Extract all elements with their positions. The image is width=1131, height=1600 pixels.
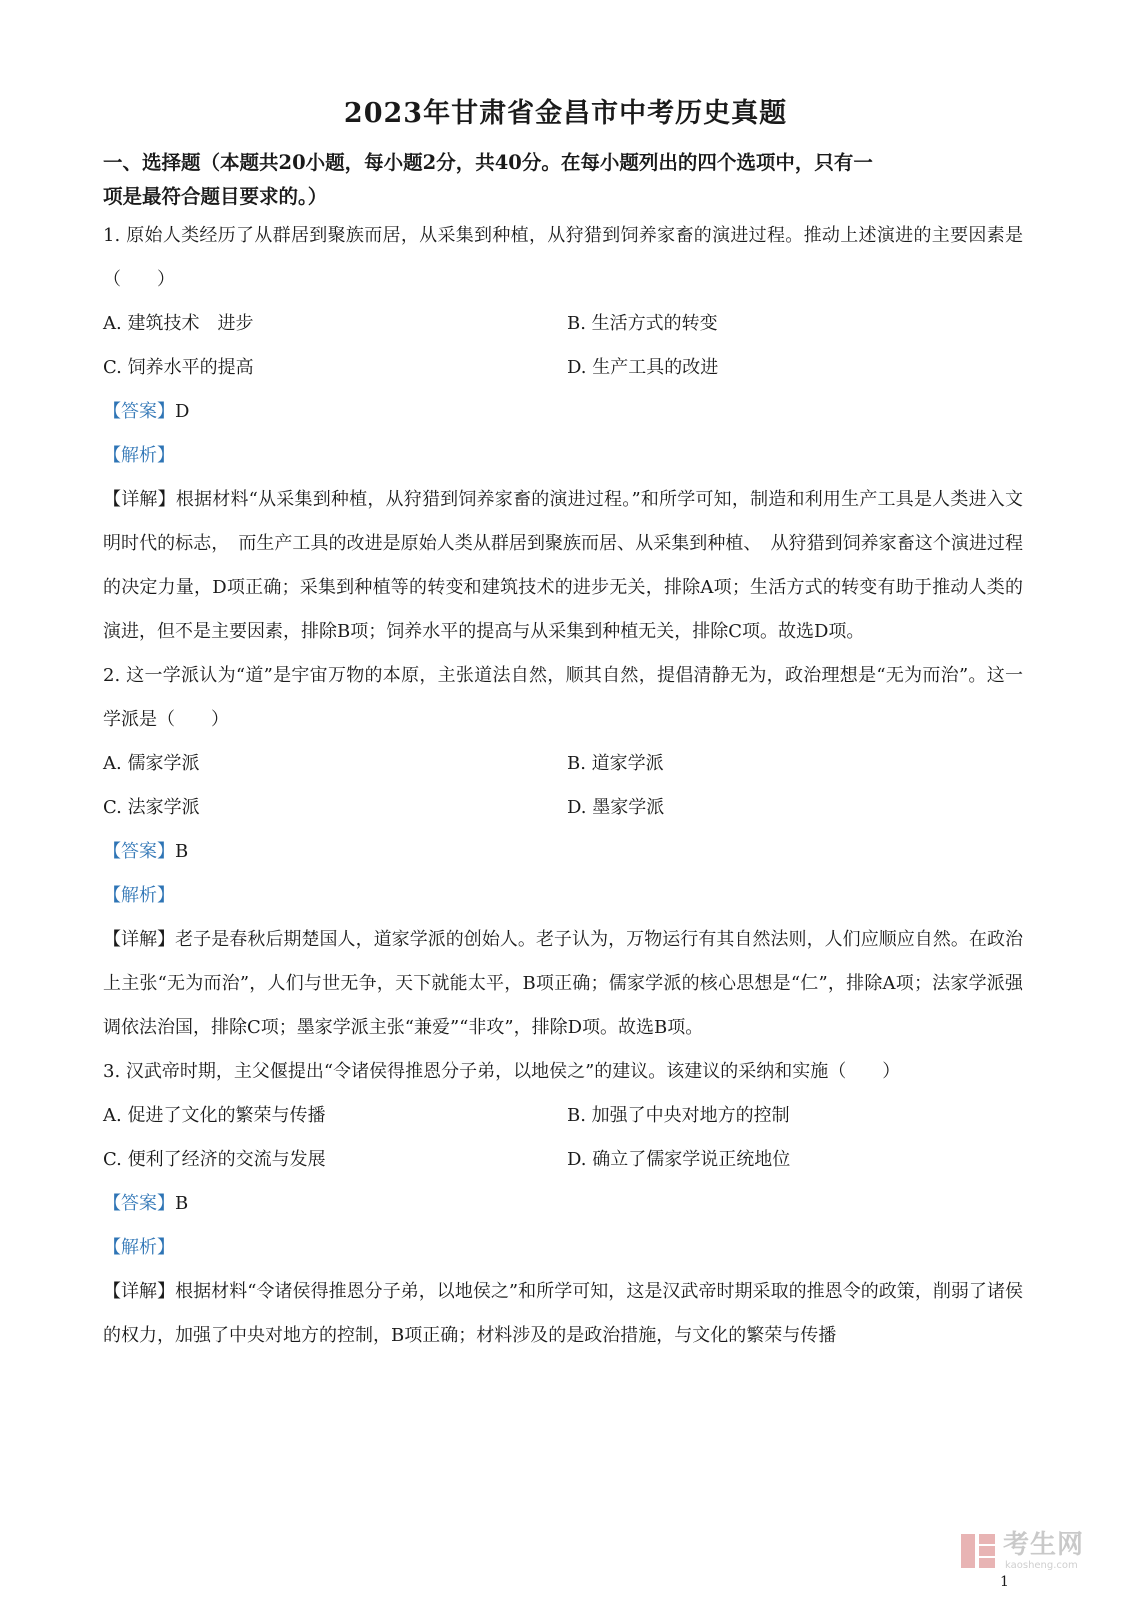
question-3-options-row-2 [103, 1138, 1023, 1182]
section-heading-line-1: 一、选择题（本题共20小题，每小题2分，共40分。在每小题列出的四个选项中，只有一 [103, 151, 873, 174]
section-heading [103, 146, 1023, 214]
question-2-option-b: B. 道家学派 [567, 753, 664, 774]
logo-url: kaosheng.com [1005, 1560, 1078, 1571]
section-heading-line-2: 项是最符合题目要求的。） [103, 185, 328, 208]
analysis-label: 【解析】 [103, 885, 175, 906]
question-1-option-a: A. 建筑技术 进步 [103, 313, 254, 334]
question-1-option-d: D. 生产工具的改进 [567, 357, 719, 378]
question-2-options-row-1 [103, 742, 1023, 786]
question-2-stem: 2. 这一学派认为“道”是宇宙万物的本原，主张道法自然，顺其自然，提倡清静无为，政治理想是“无为而治”。这一学派是（ ） [103, 665, 1023, 730]
question-1-detail [103, 478, 1023, 654]
page-title: 2023年甘肃省金昌市中考历史真题 [343, 98, 788, 129]
question-1-option-c: C. 饲养水平的提高 [103, 357, 254, 378]
detail-label: 【详解】 [103, 489, 176, 510]
question-3-option-d: D. 确立了儒家学说正统地位 [567, 1149, 791, 1170]
logo-text: 考生网 [1003, 1530, 1085, 1560]
question-1-options-row-1 [103, 302, 1023, 346]
answer-value: B [175, 1193, 189, 1214]
question-1-analysis [103, 434, 1023, 478]
logo-mark-icon [959, 1532, 997, 1570]
answer-value: B [175, 841, 189, 862]
question-3-answer [103, 1182, 1023, 1226]
page-number: 1 [1000, 1574, 1009, 1590]
analysis-label: 【解析】 [103, 1237, 175, 1258]
detail-text: 根据材料“从采集到种植，从狩猎到饲养家畜的演进过程。”和所学可知，制造和利用生产工具是人类进入文明时代的标志， 而生产工具的改进是原始人类从群居到聚族而居、从采集到种植、 从狩猎到饲养家畜这个演进过程的决定力量，D项正确；采集到种植等的转变和建筑技术的进步无关，排除A项；生活方式的转变有助于推动人类的演进，但不是主要因素，排除B项；饲养水平的提高与从采集到种植无关，排除C项。故选D项。 [103, 489, 1024, 642]
answer-label: 【答案】 [103, 1193, 175, 1214]
question-2-option-c: C. 法家学派 [103, 797, 200, 818]
answer-label: 【答案】 [103, 841, 175, 862]
detail-label: 【详解】 [103, 1281, 176, 1302]
question-3-option-b: B. 加强了中央对地方的控制 [567, 1105, 790, 1126]
question-2-option-a: A. 儒家学派 [103, 753, 200, 774]
question-2-option-d: D. 墨家学派 [567, 797, 665, 818]
question-3-options-row-1 [103, 1094, 1023, 1138]
questions [103, 214, 1023, 1358]
watermark-logo [959, 1530, 1109, 1574]
question-2-options-row-2 [103, 786, 1023, 830]
question-1-options-row-2 [103, 346, 1023, 390]
question-3-stem: 3. 汉武帝时期，主父偃提出“令诸侯得推恩分子弟，以地侯之”的建议。该建议的采纳和实施（ ） [103, 1061, 901, 1082]
question-2-analysis [103, 874, 1023, 918]
question-2-detail [103, 918, 1023, 1050]
question-1-stem: 1. 原始人类经历了从群居到聚族而居，从采集到种植，从狩猎到饲养家畜的演进过程。推动上述演进的主要因素是（ ） [103, 225, 1023, 290]
answer-label: 【答案】 [103, 401, 175, 422]
question-3-option-a: A. 促进了文化的繁荣与传播 [103, 1105, 326, 1126]
detail-text: 老子是春秋后期楚国人，道家学派的创始人。老子认为，万物运行有其自然法则，人们应顺应自然。在政治上主张“无为而治”，人们与世无争，天下就能太平，B项正确；儒家学派的核心思想是“仁”，排除A项；法家学派强调依法治国，排除C项；墨家学派主张“兼爱”“非攻”，排除D项。故选B项。 [103, 929, 1024, 1038]
question-1-option-b: B. 生活方式的转变 [567, 313, 718, 334]
question-1-answer [103, 390, 1023, 434]
analysis-label: 【解析】 [103, 445, 175, 466]
question-3-analysis [103, 1226, 1023, 1270]
question-2-answer [103, 830, 1023, 874]
question-3-option-c: C. 便利了经济的交流与发展 [103, 1149, 326, 1170]
detail-text: 根据材料“令诸侯得推恩分子弟，以地侯之”和所学可知，这是汉武帝时期采取的推恩令的政策，削弱了诸侯的权力，加强了中央对地方的控制，B项正确；材料涉及的是政治措施，与文化的繁荣与传播 [103, 1281, 1023, 1346]
detail-label: 【详解】 [103, 929, 176, 950]
answer-value: D [175, 401, 190, 422]
question-3-detail [103, 1270, 1023, 1358]
